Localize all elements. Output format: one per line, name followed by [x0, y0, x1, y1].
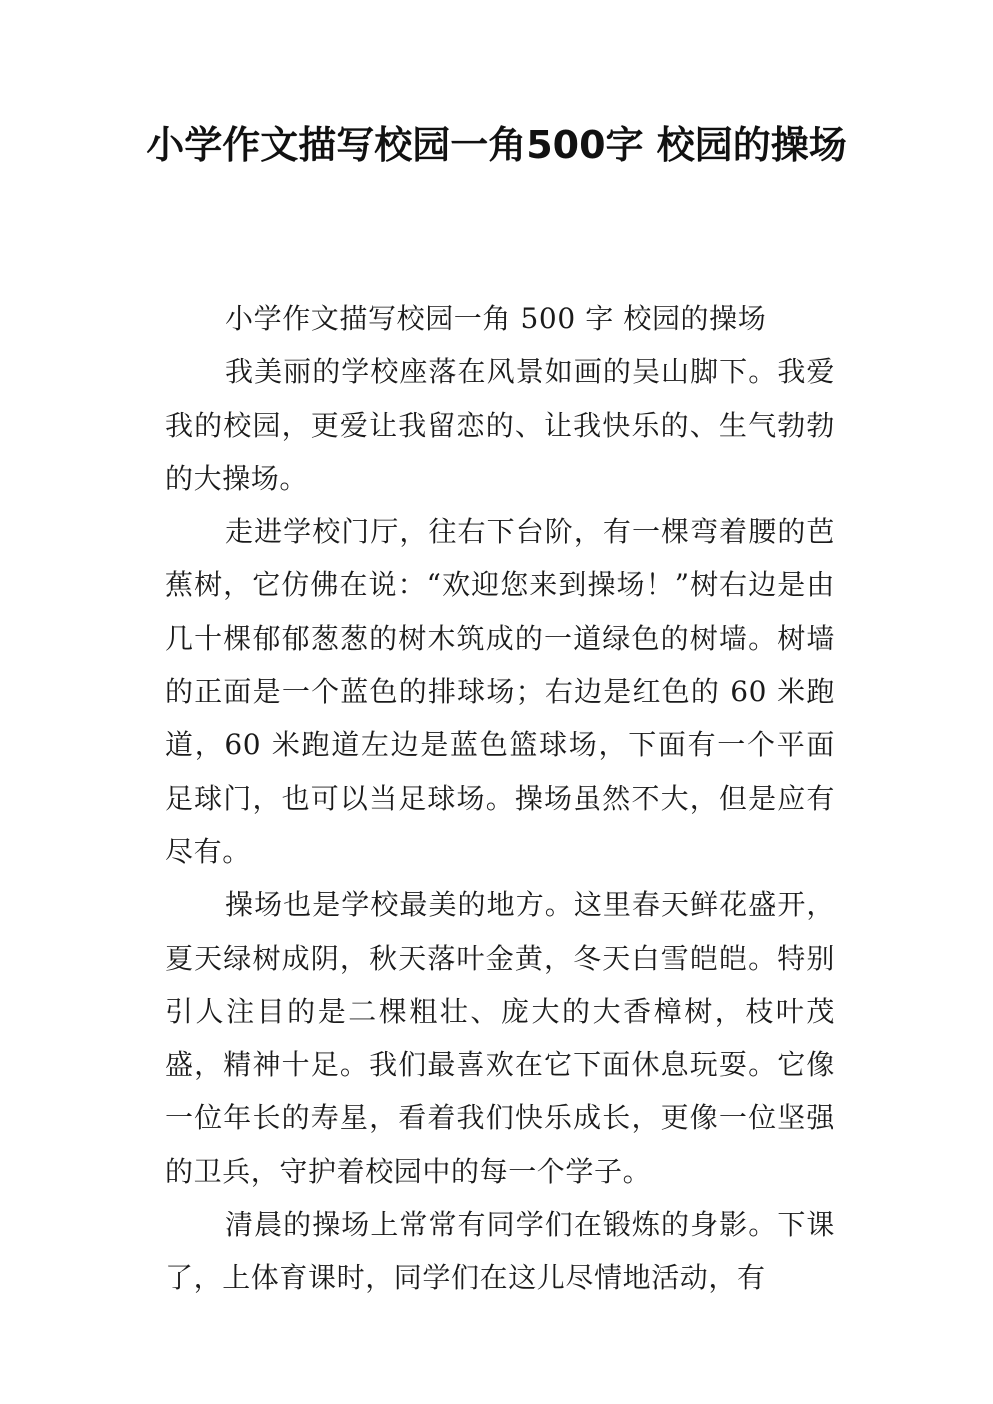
paragraph-intro: 我美丽的学校座落在风景如画的吴山脚下。我爱我的校园，更爱让我留恋的、让我快乐的、生气勃勃的大操场。	[165, 355, 835, 495]
paragraph-morning: 清晨的操场上常常有同学们在锻炼的身影。下课了，上体育课时，同学们在这儿尽情地活动，有	[165, 1208, 835, 1295]
document-title: 小学作文描写校园一角500字 校园的操场	[146, 123, 847, 167]
document-body	[165, 292, 835, 1305]
paragraph-subtitle: 小学作文描写校园一角 500 字 校园的操场	[225, 302, 767, 335]
paragraph-entrance: 走进学校门厅，往右下台阶，有一棵弯着腰的芭蕉树，它仿佛在说：“欢迎您来到操场！”树右边是由几十棵郁郁葱葱的树木筑成的一道绿色的树墙。树墙的正面是一个蓝色的排球场；右边是红色的 60 米跑道，60 米跑道左边是蓝色篮球场，下面有一个平面足球门，也可以当足球场。操场虽然不大，但是应有尽有。	[165, 515, 835, 868]
paragraph-seasons: 操场也是学校最美的地方。这里春天鲜花盛开，夏天绿树成阴，秋天落叶金黄，冬天白雪皑皑。特别引人注目的是二棵粗壮、庞大的大香樟树，枝叶茂盛，精神十足。我们最喜欢在它下面休息玩耍。它像一位年长的寿星，看着我们快乐成长，更像一位坚强的卫兵，守护着校园中的每一个学子。	[165, 888, 835, 1188]
